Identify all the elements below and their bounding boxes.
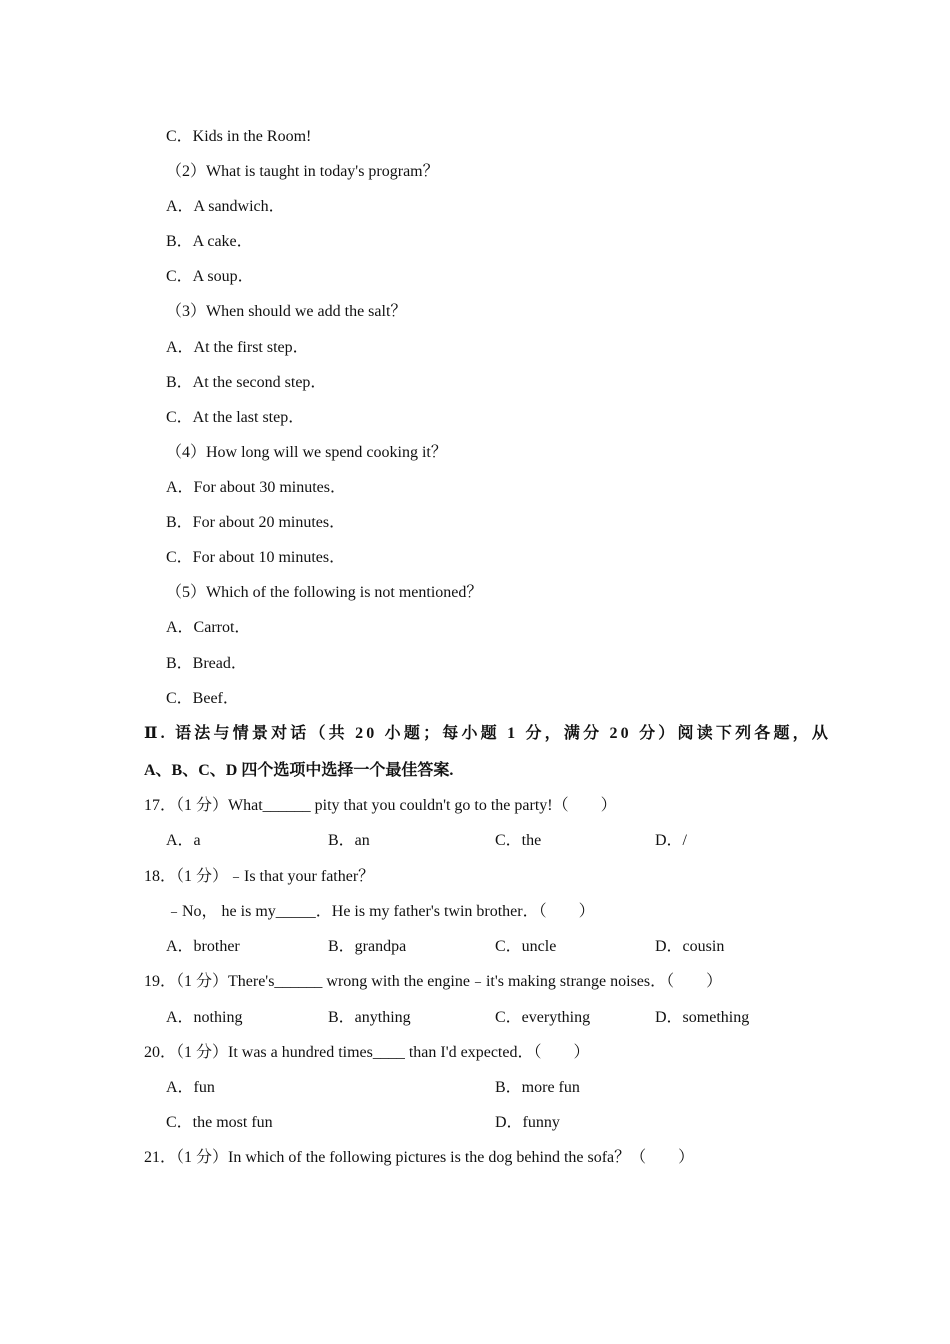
question-line: （5）Which of the following is not mentioned？ xyxy=(166,584,483,601)
question-line: （3）When should we add the salt？ xyxy=(166,303,407,320)
question-line: （4）How long will we spend cooking it？ xyxy=(166,444,447,461)
question-18-stem-2: ﹣No， he is my_____．He is my father's twin brother．（ ） xyxy=(166,903,595,920)
q18-option-d: D．cousin xyxy=(655,938,725,955)
option-line: A．For about 30 minutes． xyxy=(166,479,346,496)
option-line: B．A cake． xyxy=(166,233,253,250)
q19-option-b: B．anything xyxy=(328,1009,411,1026)
option-line: C．Beef． xyxy=(166,690,239,707)
q17-option-b: B．an xyxy=(328,832,370,849)
q20-option-a: A．fun xyxy=(166,1079,215,1096)
option-line: C．A soup． xyxy=(166,268,254,285)
question-21-stem: 21．（1 分）In which of the following pictures is the dog behind the sofa？（ ） xyxy=(144,1149,695,1166)
option-line: B．For about 20 minutes． xyxy=(166,514,346,531)
question-17-stem: 17．（1 分）What______ pity that you couldn't go to the party!（ ） xyxy=(144,797,617,814)
option-line: B．At the second step． xyxy=(166,374,327,391)
option-line: A．A sandwich． xyxy=(166,198,285,215)
q20-option-c: C．the most fun xyxy=(166,1114,273,1131)
q17-option-a: A．a xyxy=(166,832,201,849)
question-20-stem: 20．（1 分）It was a hundred times____ than I'd expected．（ ） xyxy=(144,1044,590,1061)
q18-option-b: B．grandpa xyxy=(328,938,407,955)
question-19-stem: 19．（1 分）There's______ wrong with the engine﹣it's making strange noises．（ ） xyxy=(144,973,723,990)
question-18-stem: 18．（1 分）﹣Is that your father？ xyxy=(144,868,375,885)
option-line: B．Bread． xyxy=(166,655,247,672)
option-line: C．Kids in the Room! xyxy=(166,128,312,145)
q19-option-a: A．nothing xyxy=(166,1009,243,1026)
option-line: C．For about 10 minutes． xyxy=(166,549,346,566)
option-line: A．Carrot． xyxy=(166,619,251,636)
question-line: （2）What is taught in today's program？ xyxy=(166,163,439,180)
option-line: A．At the first step． xyxy=(166,339,309,356)
q19-option-d: D．something xyxy=(655,1009,750,1026)
q17-option-d: D．/ xyxy=(655,832,688,849)
q20-option-b: B．more fun xyxy=(495,1079,580,1096)
q18-option-c: C．uncle xyxy=(495,938,557,955)
section-heading: Ⅱ. 语法与情景对话（共 20 小题；每小题 1 分，满分 20 分）阅读下列各题，从 xyxy=(144,725,832,742)
q19-option-c: C．everything xyxy=(495,1009,591,1026)
section-heading-cont: A、B、C、D 四个选项中选择一个最佳答案. xyxy=(144,762,454,779)
q20-option-d: D．funny xyxy=(495,1114,560,1131)
q17-option-c: C．the xyxy=(495,832,542,849)
q18-option-a: A．brother xyxy=(166,938,240,955)
option-line: C．At the last step． xyxy=(166,409,305,426)
